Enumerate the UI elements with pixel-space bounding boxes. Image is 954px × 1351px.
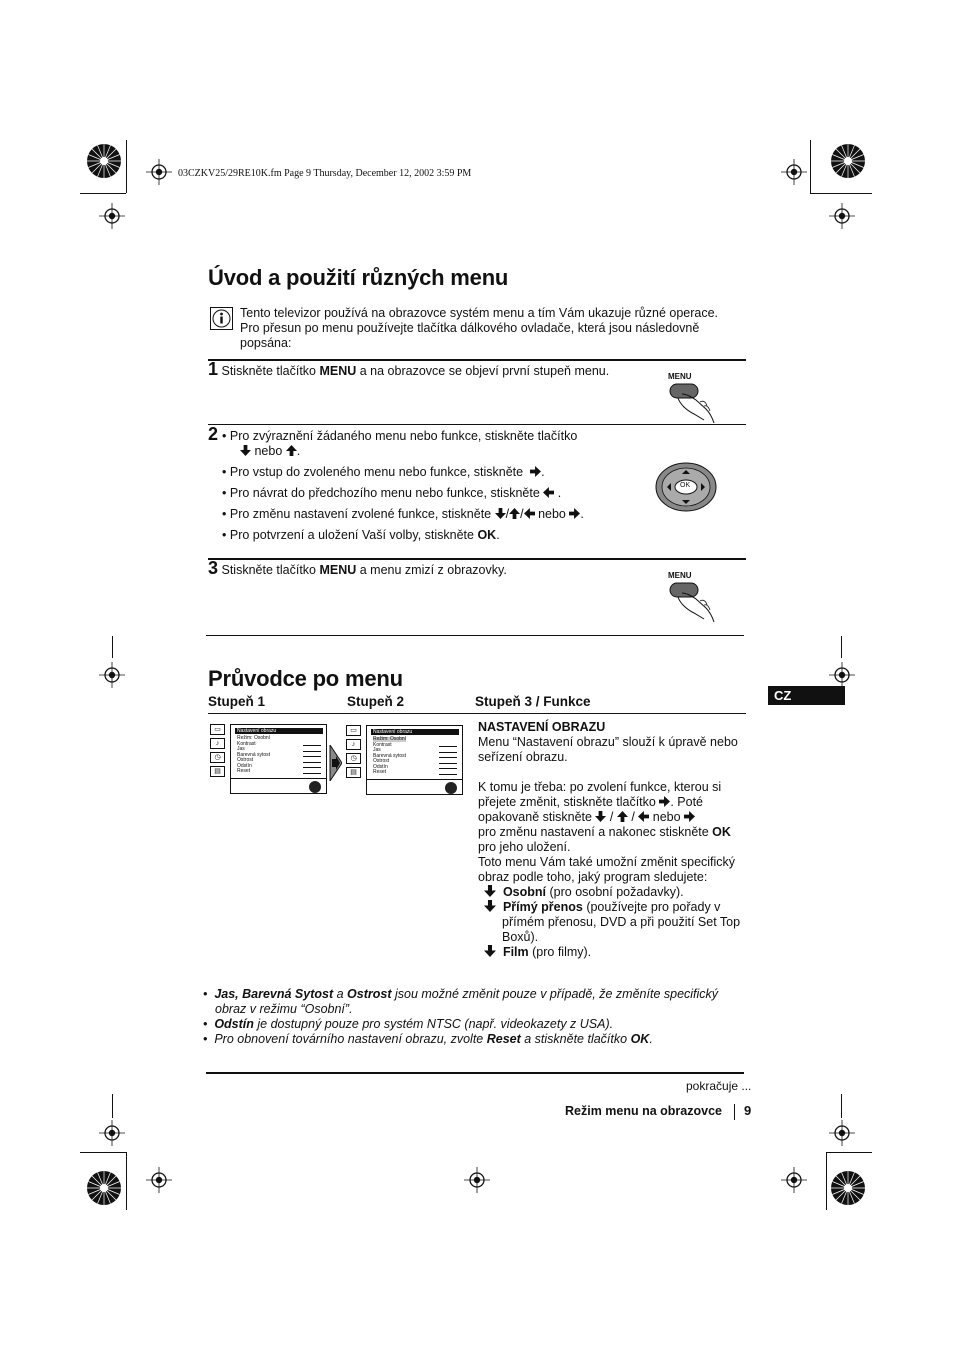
registration-mark-icon <box>781 1167 807 1193</box>
setup-tab-icon: ▤ <box>210 766 225 777</box>
ok-icon <box>309 781 321 793</box>
divider <box>208 424 746 425</box>
bullet-item: • Pro vstup do zvoleného menu nebo funkce, stiskněte . <box>222 465 545 479</box>
arrow-up-icon <box>509 508 520 519</box>
arrow-left-icon <box>638 811 649 822</box>
column-header-level3: Stupeň 3 / Funkce <box>475 694 591 709</box>
menu-button-illustration: MENU <box>660 370 720 425</box>
registration-mark-icon <box>829 1120 855 1146</box>
arrow-down-icon <box>495 508 506 519</box>
arrow-down-icon <box>484 945 496 957</box>
divider <box>208 359 746 361</box>
arrow-right-icon <box>530 466 541 477</box>
divider <box>208 713 746 714</box>
language-badge: CZ <box>768 686 845 705</box>
arrow-right-icon <box>328 745 342 781</box>
menu-screen-level1: ▭ ♪ ◷ ▤ Nastavení obrazu Režim: Osobní Kontrast Jas Barevná sytost Ostrost Odstín Reset <box>210 724 327 794</box>
note-item: • Jas, Barevná Sytost a Ostrost jsou možné změnit pouze v případě, že změníte specifický <box>203 987 719 1001</box>
column-header-level2: Stupeň 2 <box>347 694 405 709</box>
registration-mark-icon <box>99 203 125 229</box>
mode-item: Film (pro filmy). <box>478 945 750 960</box>
step-1: 1 Stiskněte tlačítko MENU a na obrazovce se objeví první stupeň menu. <box>208 359 610 379</box>
section-title-guide: Průvodce po menu <box>208 666 403 691</box>
function-title: NASTAVENÍ OBRAZU <box>478 720 606 734</box>
arrow-left-icon <box>524 508 535 519</box>
timer-tab-icon: ◷ <box>210 752 225 763</box>
divider <box>734 1104 735 1120</box>
step-number: 1 <box>208 359 219 379</box>
registration-sun-icon <box>86 143 122 179</box>
note-item: • Odstín je dostupný pouze pro systém NTSC (např. videokazety z USA). <box>203 1017 614 1031</box>
notes: • Jas, Barevná Sytost a Ostrost jsou možné změnit pouze v případě, že změníte specifický obraz v režimu “Osobní”. • Odstín je dostupný pouze pro systém NTSC (např. videokazety z USA). • Pro obnovení továrního nastavení obrazu, zvolte Reset a stiskněte tlačítko OK. <box>203 987 753 1047</box>
setup-tab-icon: ▤ <box>346 767 361 778</box>
column-header-level1: Stupeň 1 <box>208 694 266 709</box>
divider <box>206 635 744 636</box>
note-item: • Pro obnovení továrního nastavení obrazu, zvolte Reset a stiskněte tlačítko OK. <box>203 1032 653 1046</box>
arrow-down-icon <box>484 900 496 912</box>
intro-text: Tento televizor používá na obrazovce systém menu a tím Vám ukazuje různé operace. Pro přesun po menu používejte tlačítka dálkového ovladače, která jsou následovně popsána: <box>240 306 719 350</box>
arrow-right-icon <box>569 508 580 519</box>
sound-tab-icon: ♪ <box>210 738 225 749</box>
bullet-item: • Pro potvrzení a uložení Vaší volby, stiskněte OK. <box>222 528 500 542</box>
continues-label: pokračuje ... <box>686 1079 752 1093</box>
registration-mark-icon <box>464 1167 490 1193</box>
footer-section: Režim menu na obrazovce <box>565 1104 722 1118</box>
page-number: 9 <box>744 1103 752 1118</box>
hand-press-icon <box>660 370 720 425</box>
divider <box>208 558 746 560</box>
registration-mark-icon <box>781 159 807 185</box>
registration-mark-icon <box>146 159 172 185</box>
section-title-intro: Úvod a použití různých menu <box>208 265 509 290</box>
mode-item: Přímý přenos (používejte pro pořady v <box>478 900 750 915</box>
remote-joystick-illustration: OK <box>654 461 718 513</box>
bullet-item: • Pro zvýraznění žádaného menu nebo funkce, stiskněte tlačítko <box>222 429 578 443</box>
timer-tab-icon: ◷ <box>346 753 361 764</box>
arrow-right-icon <box>684 811 695 822</box>
arrow-down-icon <box>240 445 251 456</box>
registration-mark-icon <box>829 662 855 688</box>
arrow-up-icon <box>286 445 297 456</box>
divider <box>206 1072 744 1074</box>
arrow-down-icon <box>484 885 496 897</box>
step-2-bullets: • Pro zvýraznění žádaného menu nebo funkce, stiskněte tlačítko nebo . • Pro vstup do zvoleného menu nebo funkce, stiskněte . • Pro návrat do předchozího menu nebo funkce, stiskněte . • Pro změnu nastavení zvolené funkce, stiskněte / / nebo . • Pro potvrzení a uložení Vaší volby, stiskněte OK. <box>222 429 642 543</box>
registration-mark-icon <box>99 1120 125 1146</box>
arrow-left-icon <box>543 487 554 498</box>
mode-item: Osobní (pro osobní požadavky). <box>478 885 750 900</box>
arrow-up-icon <box>617 811 628 822</box>
registration-mark-icon <box>829 203 855 229</box>
info-icon <box>210 307 233 330</box>
registration-mark-icon <box>99 662 125 688</box>
step-3: 3 Stiskněte tlačítko MENU a menu zmizí z obrazovky. <box>208 558 507 578</box>
picture-tab-icon: ▭ <box>346 725 361 736</box>
hand-press-icon <box>660 569 720 624</box>
file-info: 03CZKV25/29RE10K.fm Page 9 Thursday, December 12, 2002 3:59 PM <box>178 168 472 179</box>
sound-tab-icon: ♪ <box>346 739 361 750</box>
function-description: NASTAVENÍ OBRAZU Menu “Nastavení obrazu” slouží k úpravě nebo seřízení obrazu. K tomu je třeba: po zvolení funkce, kterou si přejete změnit, stiskněte tlačítko . Poté opakovaně stiskněte / / nebo pro změnu nastavení a nakonec stiskněte OK pro jeho uložení. Toto menu Vám také umožní změnit specifický obraz podle toho, jaký program sledujete: Osobní (pro osobní požadavky). Přímý přenos (používejte pro pořady v přímém přenosu, DVD a při použití Set Top Boxů). Film (pro filmy). <box>478 720 750 960</box>
menu-button-illustration: MENU <box>660 569 720 624</box>
ok-icon <box>445 782 457 794</box>
picture-tab-icon: ▭ <box>210 724 225 735</box>
bullet-item: • Pro změnu nastavení zvolené funkce, stiskněte / / nebo . <box>222 507 584 521</box>
registration-mark-icon <box>146 1167 172 1193</box>
step-2 <box>208 424 218 445</box>
registration-sun-icon <box>86 1170 122 1206</box>
bullet-item: • Pro návrat do předchozího menu nebo funkce, stiskněte . <box>222 486 562 500</box>
arrow-right-icon <box>659 796 670 807</box>
registration-sun-icon <box>830 1170 866 1206</box>
arrow-down-icon <box>595 811 606 822</box>
menu-screen-level2: ▭ ♪ ◷ ▤ Nastavení obrazu Režim: Osobní Kontrast Jas Barevná sytost Ostrost Odstín Reset <box>346 725 463 795</box>
step-number: 2 <box>208 424 219 444</box>
registration-sun-icon <box>830 143 866 179</box>
step-number: 3 <box>208 558 219 578</box>
